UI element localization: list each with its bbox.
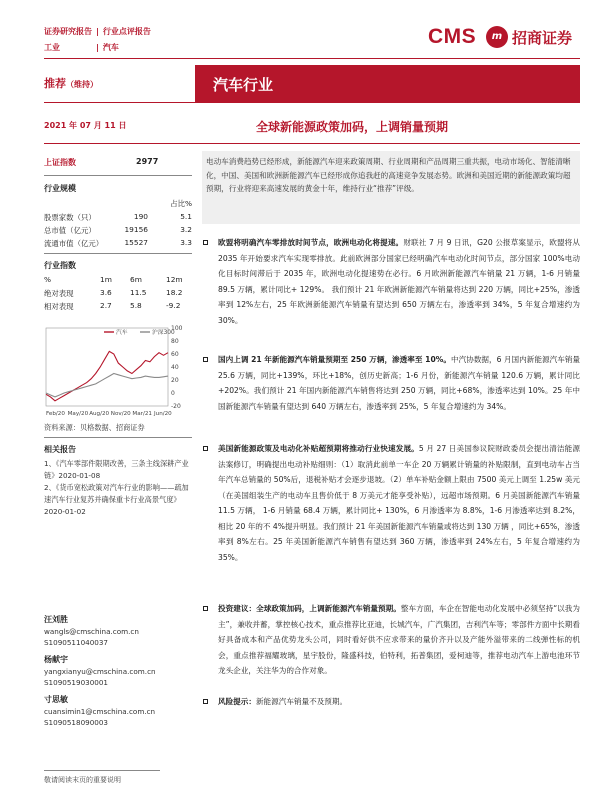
perf-value: 2.7 (100, 301, 112, 310)
perf-value: 11.5 (130, 288, 147, 297)
report-type-line: 证券研究报告 | 行业点评报告 (44, 27, 151, 36)
scale-row-value: 190 (133, 212, 148, 221)
perf-value: 3.6 (100, 288, 112, 297)
square-bullet-icon (203, 699, 208, 704)
scale-row-value: 19156 (124, 225, 148, 234)
chart-source: 资料来源：贝格数据、招商证券 (44, 423, 145, 432)
report-subtype: 行业点评报告 (102, 27, 151, 36)
square-bullet-icon (203, 606, 208, 611)
paragraph-body: 整车方面，车企在智能电动化发展中必须坚持“以我为主”，兼收并蓄，掌控核心技术，重点推荐比亚迪，长城汽车，广汽集团，吉利汽车等；零部件方面中长期看好具备成本和产品优势龙头公司，同时看好供不应求带来的量价齐升以及产能外溢带来的二线弹性标的机会，重点推荐福耀玻璃，星宇股份，隆盛科技，伯特利，拓普集团，爱柯迪等，推荐电动汽车上游电池环节龙头企业，关注华为的合作对象。 (218, 604, 580, 675)
perf-col-header: 1m (100, 275, 112, 284)
perf-col-header: 6m (130, 275, 142, 284)
logo-company-name: 招商证券 (512, 29, 573, 47)
logo-cms-text: CMS (428, 25, 477, 48)
body-paragraph (203, 235, 580, 328)
x-tick-label: Nov/20 (110, 411, 131, 417)
perf-heading: 行业指数 (44, 261, 76, 270)
body-paragraph (203, 694, 580, 710)
footer-divider (44, 770, 160, 771)
sidebar-divider (44, 253, 192, 254)
body-paragraph (203, 601, 580, 679)
rating-divider (44, 102, 195, 103)
analyst-id: S1090519030001 (44, 678, 109, 687)
square-bullet-icon (203, 240, 208, 245)
paragraph-lead: 投资建议：全球政策加码，上调新能源汽车销量预期。 (218, 604, 401, 613)
analyst-id: S1090511040037 (44, 638, 109, 647)
rating-note: （维持） (66, 80, 98, 89)
perf-row-label: 相对表现 (44, 302, 74, 311)
table-row (44, 225, 192, 237)
table-row (44, 238, 192, 250)
paragraph-lead: 风险提示： (218, 697, 256, 706)
scale-row-value: 15527 (124, 238, 148, 247)
industry-banner (195, 65, 580, 103)
subsector: 汽车 (102, 43, 119, 52)
analyst-name: 汪刘胜 (44, 615, 68, 624)
perf-header-row (44, 275, 192, 287)
y-tick-label: 20 (171, 377, 179, 385)
x-tick-label: May/20 (67, 411, 89, 417)
scale-row-share: 3.3 (180, 238, 192, 247)
related-report-link[interactable]: 2、《货币宽松政策对汽车行业的影响——疏加速汽车行业复苏并确保重卡行业高景气度》2020-01-02 (44, 483, 189, 516)
report-title: 全球新能源政策加码，上调销量预期 (256, 120, 449, 134)
perf-unit: % (44, 275, 52, 284)
report-type: 证券研究报告 (44, 27, 92, 36)
x-tick-label: Mar/21 (132, 411, 152, 417)
report-date: 2021 年 07 月 11 日 (44, 121, 127, 130)
table-row (44, 288, 192, 300)
legend-label: 汽车 (116, 330, 128, 336)
analyst-email[interactable]: wangls@cmschina.com.cn (44, 626, 139, 636)
table-row (44, 301, 192, 313)
sidebar-divider (44, 175, 192, 176)
rating-label: 推荐 (44, 77, 66, 90)
title-divider (44, 143, 580, 144)
series-line (46, 374, 168, 397)
x-tick-label: Aug/20 (89, 411, 110, 417)
analyst-id: S1090518090003 (44, 718, 109, 727)
analyst-email[interactable]: cuansimin1@cmschina.com.cn (44, 706, 156, 716)
analyst-card (44, 614, 139, 649)
analyst-card (44, 694, 155, 729)
scale-row-label: 总市值（亿元） (44, 226, 96, 235)
banner-title: 汽车行业 (213, 76, 274, 94)
y-tick-label: 60 (171, 351, 179, 359)
legend-label: 沪深300 (152, 330, 175, 336)
chart-frame (46, 328, 168, 406)
related-report-link[interactable]: 1、《汽车零部件限期改善，三条主线深耕产业链》2020-01-08 (44, 459, 189, 480)
cms-logo (428, 24, 582, 50)
y-tick-label: 40 (171, 364, 179, 372)
y-tick-label: 80 (171, 338, 179, 346)
performance-chart (44, 322, 192, 418)
paragraph-body: 财联社 7 月 9 日讯，G20 公报草案显示，欧盟将从 2035 年开始要求汽车实现零排放。此前欧洲部分国家已经明确汽车电动化时间节点，部分国家 100%电动化目标时间滞后于 2035 年，欧洲电动化提速势在必行。6 月欧洲新能源汽车销量 21 万辆，1-6 月销量 89.5 万辆，累计同比+ 129%。 我们预计 21 年欧洲新能源汽车销量将达到 220 万辆，同比+25%，渗透率到 12%左右，25 年欧洲新能源汽车销量有望达到 650 万辆左右，渗透率到 34%，5 年复合增速约为 30%。 (218, 238, 580, 325)
analyst-card (44, 654, 156, 689)
paragraph-body: 5 月 27 日美国参议院财政委员会提出清洁能源法案修订，明确提出电动补贴细则：（1）取消此前单一车企 20 万辆累计销量的补贴限制，直到电动车占当年汽车总销量的 50%后，退税补贴才会逐步退坡。（2）单车补贴金额上限由 7500 美元上调至 1.25w 美元（在美国组装生产的电动车且售价低于 8 万美元才能享受补贴），远超市场预期。6 月美国新能源汽车销量 11.5 万辆， 1-6 月销量 68.4 万辆，累计同比+ 130%，6 月渗透率为 8.8%，1-6 月渗透率达到 8.2%，相比 20 年的不 4%提升明显。我们预计 21 年美国新能源汽车销量或将达到 130 万辆 ，同比+65%，渗透率到 8%左右。25 年美国新能源汽车销售有望达到 360 万辆，渗透率到 24%左右，5 年复合增速约为 35%。 (218, 444, 580, 562)
footer-note: 敬请阅读末页的重要说明 (44, 776, 121, 784)
table-row (44, 212, 192, 224)
index-label: 上证指数 (44, 158, 76, 167)
related-heading: 相关报告 (44, 445, 76, 454)
scale-row-label: 流通市值（亿元） (44, 239, 104, 248)
sector-line: 工业 | 汽车 (44, 43, 119, 52)
perf-col-header: 12m (166, 275, 183, 284)
y-tick-label: 100 (171, 325, 183, 333)
paragraph-lead: 美国新能源政策及电动化补贴超预期将推动行业快速发展。 (218, 444, 419, 453)
paragraph-body: 新能源汽车销量不及预期。 (255, 697, 348, 706)
x-tick-label: Feb/20 (46, 411, 65, 417)
index-value: 2977 (136, 157, 159, 166)
y-tick-label: -20 (171, 403, 181, 411)
body-paragraph (203, 441, 580, 565)
rating (44, 75, 98, 91)
perf-row-label: 绝对表现 (44, 289, 74, 298)
scale-row-label: 股票家数（只） (44, 213, 96, 222)
scale-header-row (44, 198, 192, 210)
perf-value: 5.8 (130, 301, 142, 310)
paragraph-lead: 国内上调 21 年新能源汽车销量预期至 250 万辆，渗透率至 10%。 (218, 355, 451, 364)
perf-value: -9.2 (166, 301, 181, 310)
summary-box: 电动车消费趋势已经形成，新能源汽车迎来政策周期、行业周期和产品周期三重共振，电动市场化、智能清晰化，中国、美国和欧洲新能源汽车已经形成你追我赶的高速竞争发展态势。欧洲和美国近期的新能源政策均超预期，行业将迎来高速发展的黄金十年，维持行业“推荐”评级。 (202, 151, 580, 224)
sidebar-divider (44, 437, 192, 438)
scale-row-share: 5.1 (180, 212, 192, 221)
paragraph-lead: 欧盟将明确汽车零排放时间节点，欧洲电动化将提速。 (218, 238, 404, 247)
perf-value: 18.2 (166, 288, 183, 297)
square-bullet-icon (203, 357, 208, 362)
x-tick-label: Jun/20 (154, 411, 172, 417)
header-divider (44, 58, 580, 59)
logo-badge-icon: m (486, 26, 508, 48)
sector: 工业 (44, 43, 60, 52)
scale-unit-header: 占比% (170, 199, 192, 208)
square-bullet-icon (203, 446, 208, 451)
analyst-email[interactable]: yangxianyu@cmschina.com.cn (44, 666, 156, 676)
body-paragraph (203, 352, 580, 414)
paragraph-body: 中汽协数据，6 月国内新能源汽车销量 25.6 万辆，同比+139%，环比+18%，创历史新高；1-6 月份，新能源汽车销量 120.6 万辆，累计同比+202%。我们预计 21 年国内新能源汽车销售将达到 250 万辆，同比+68%，渗透率达到 10%。25 年中国新能源汽车销量有望达到 640 万辆左右，渗透率到 25%，5 年复合增速约为 34%。 (218, 355, 581, 411)
y-tick-label: 0 (171, 390, 175, 398)
analyst-name: 寸思敏 (44, 695, 68, 704)
scale-heading: 行业规模 (44, 184, 76, 193)
analyst-name: 杨献宇 (44, 655, 68, 664)
scale-row-share: 3.2 (180, 225, 192, 234)
